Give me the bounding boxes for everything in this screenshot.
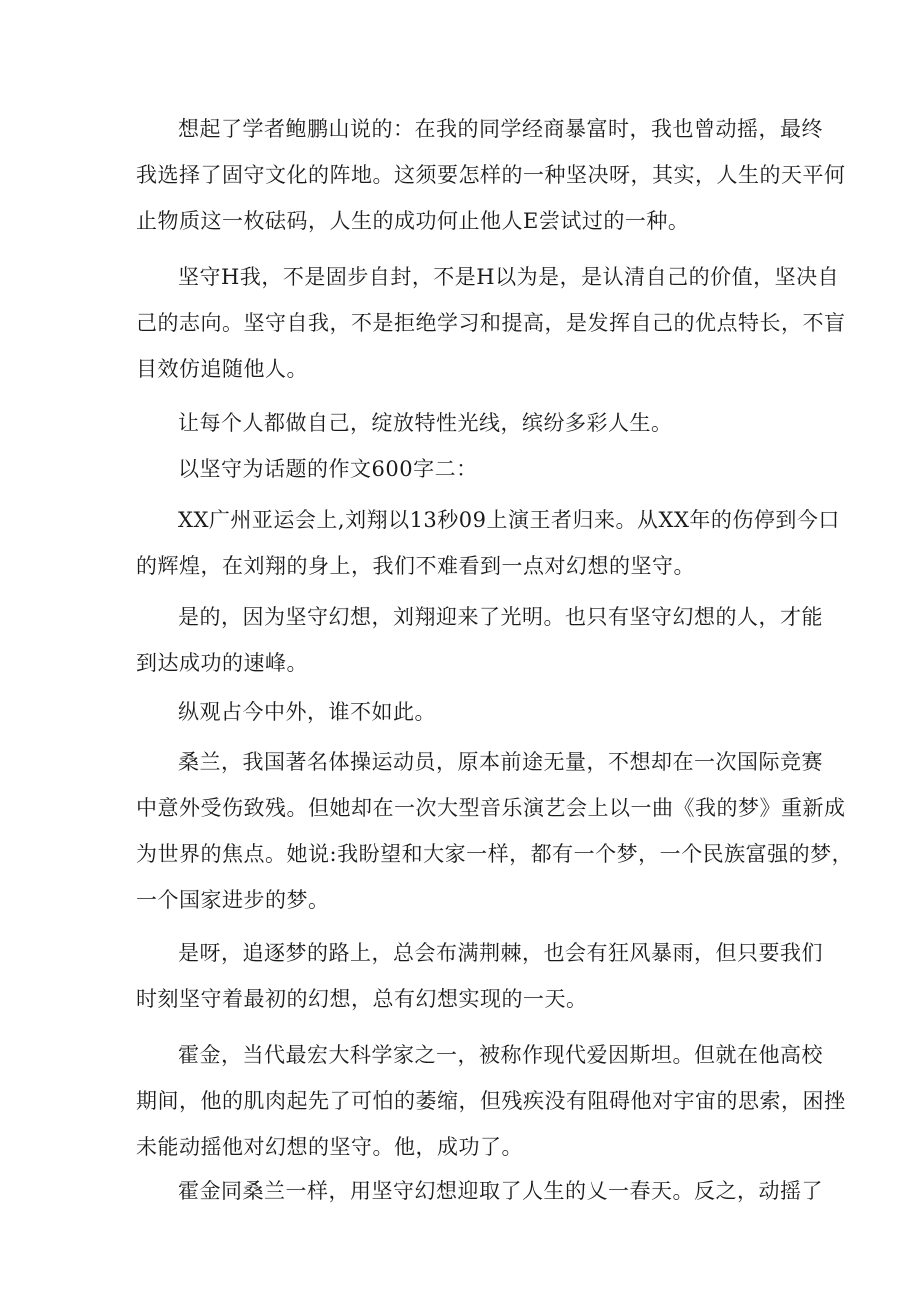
text-line: 时刻坚守着最初的幻想，总有幻想实现的一天。 [136,987,588,1011]
paragraph-8 [136,739,854,923]
text-line: XX广州亚运会上,刘翔以13秒09上演王者归来。从XX年的伤停到今口 [178,508,840,532]
paragraph-10 [136,1032,846,1170]
text-line: 的辉煌，在刘翔的身上，我们不难看到一点对幻想的坚守。 [136,554,695,578]
text-line: 未能动摇他对幻想的坚守。他，成功了。 [136,1135,523,1159]
paragraph-7 [136,689,796,735]
text-line: 我选择了固守文化的阵地。这须要怎样的一种坚决呀，其实，人生的天平何 [136,163,846,187]
paragraph-1 [136,106,846,244]
text-line: 霍金，当代最宏大科学家之一，被称作现代爱因斯坦。但就在他高校 [178,1043,823,1067]
text-line: 是呀，追逐梦的路上，总会布满荆棘，也会有狂风暴雨，但只要我们 [178,941,823,965]
text-line: 桑兰，我国著名体操运动员，原本前途无量，不想却在一次国际竞赛 [178,750,823,774]
text-line: 到达成功的速峰。 [136,651,308,675]
text-line: 霍金同桑兰一样，用坚守幻想迎取了人生的乂一春天。反之，动摇了 [178,1179,823,1203]
text-line: 己的志向。坚守自我，不是拒绝学习和提高，是发挥自己的优点特长，不盲 [136,311,846,335]
paragraph-2 [136,254,846,392]
paragraph-9 [136,930,823,1022]
text-line: 止物质这一枚砝码，人生的成功何止他人E尝试过的一种。 [136,209,690,233]
section-heading [136,446,796,492]
text-line: 目效仿追随他人。 [136,357,308,381]
text-line: 中意外受伤致残。但她却在一次大型音乐演艺会上以一曲《我的梦》重新成 [136,796,846,820]
text-line: 以坚守为话题的作文600字二： [178,457,478,481]
text-line: 让每个人都做自己，绽放特性光线，缤纷多彩人生。 [178,411,673,435]
text-line: 为世界的焦点。她说:我盼望和大家一样，都有一个梦，一个民族富强的梦， [136,842,854,866]
text-line: 是的，因为坚守幻想，刘翔迎来了光明。也只有坚守幻想的人，才能 [178,605,823,629]
text-line: 想起了学者鲍鹏山说的：在我的同学经商暴富时，我也曾动摇，最终 [178,117,823,141]
text-line: 坚守H我，不是固步自封，不是H以为是，是认清自己的价值，坚决自 [178,265,840,289]
paragraph-3 [136,400,796,446]
text-line: 纵观占今中外，谁不如此。 [178,700,436,724]
paragraph-5 [136,497,840,589]
paragraph-6 [136,594,823,686]
text-line: 一个国家进步的梦。 [136,888,330,912]
paragraph-11 [136,1168,823,1214]
text-line: 期间，他的肌肉起先了可怕的萎缩，但残疾没有阻碍他对宇宙的思索，困挫 [136,1089,846,1113]
